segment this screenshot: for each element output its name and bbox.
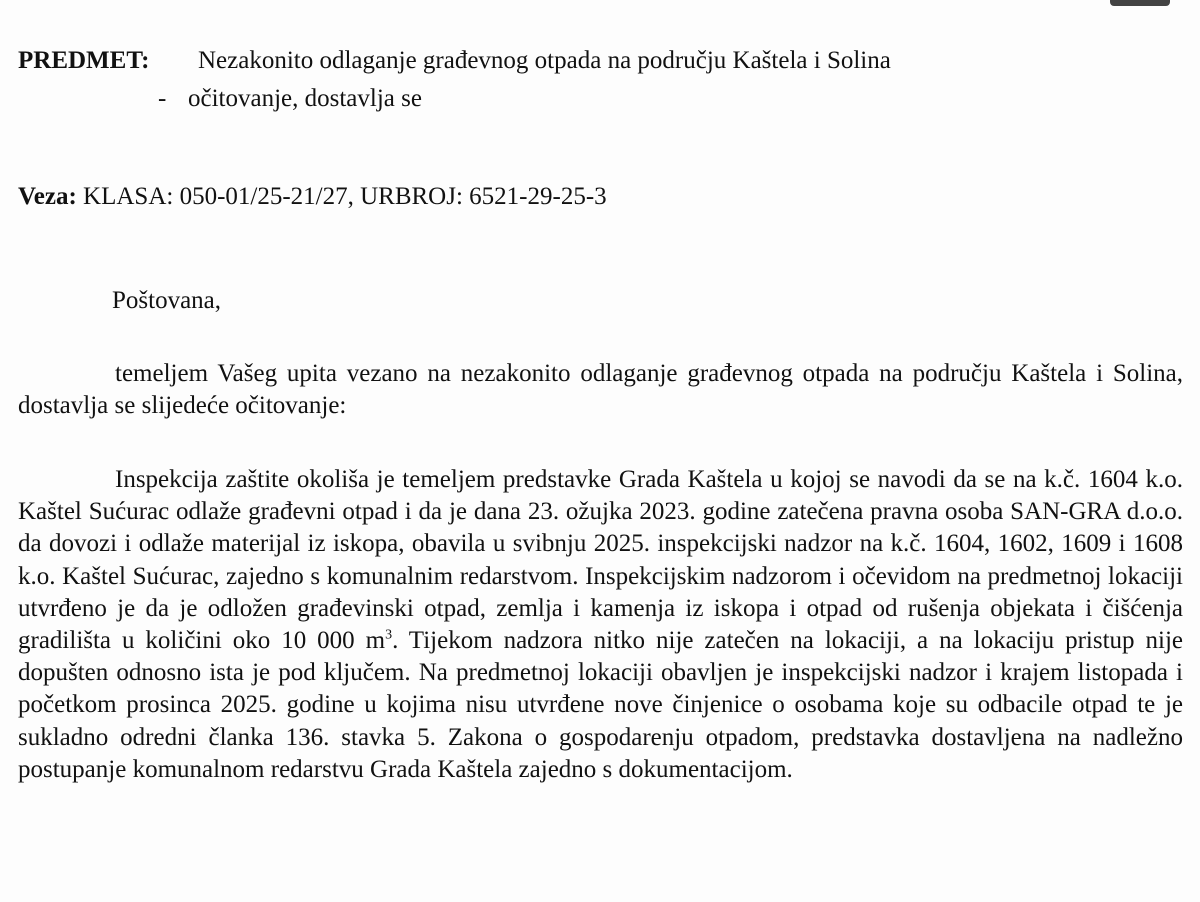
reference-value: KLASA: 050-01/25-21/27, URBROJ: 6521-29-25-3 <box>83 183 607 210</box>
greeting: Poštovana, <box>112 287 222 314</box>
reference-label: Veza: <box>18 183 77 210</box>
paragraph-intro: temeljem Vašeg upita vezano na nezakonito odlaganje građevnog otpada na području Kaštela i Solina, dostavlja se slijedeće očitovanje: <box>18 360 1183 420</box>
scan-artifact-mark <box>1110 0 1170 6</box>
paragraph-body <box>18 464 1183 786</box>
subject-label: PREDMET: <box>18 47 150 74</box>
paragraph-body-part2: . Tijekom nadzora nitko nije zatečen na lokaciji, a na lokaciju pristup nije dopušten odnosno ista je pod ključem. Na predmetnoj lokaciji obavljen je inspekcijski nadzor i krajem listopada i početkom prosinca 2025. godine u kojima nisu utvrđene nove činjenice o osobama koje su odbacile otpad te je sukladno odredni članka 136. stavka 5. Zakona o gospodarenju otpadom, predstavka dostavljena na nadležno postupanje komunalnom redarstvu Grada Kaštela zajedno s dokumentacijom. <box>18 627 1183 783</box>
subject-subtitle: očitovanje, dostavlja se <box>188 85 422 112</box>
reference-line <box>18 180 607 214</box>
superscript-3: 3 <box>385 627 393 643</box>
subject-title: Nezakonito odlaganje građevnog otpada na području Kaštela i Solina <box>198 47 891 74</box>
paragraph-body-part1: Inspekcija zaštite okoliša je temeljem predstavke Grada Kaštela u kojoj se navodi da se na k.č. 1604 k.o. Kaštel Sućurac odlaže građevni otpad i da je dana 23. ožujka 2023. godine zatečena pravna osoba SAN-GRA d.o.o. da dovozi i odlaže materijal iz iskopa, obavila u svibnju 2025. inspekcijski nadzor na k.č. 1604, 1602, 1609 i 1608 k.o. Kaštel Sućurac, zajedno s komunalnim redarstvom. Inspekcijskim nadzorom i očevidom na predmetnoj lokaciji utvrđeno je da je odložen građevinski otpad, zemlja i kamenja iz iskopa i otpad od rušenja objekata i čišćenja gradilišta u količini oko 10 000 m <box>18 466 1183 655</box>
subject-line <box>18 44 891 78</box>
subject-bullet: - <box>158 85 167 112</box>
subject-subline <box>158 82 422 116</box>
